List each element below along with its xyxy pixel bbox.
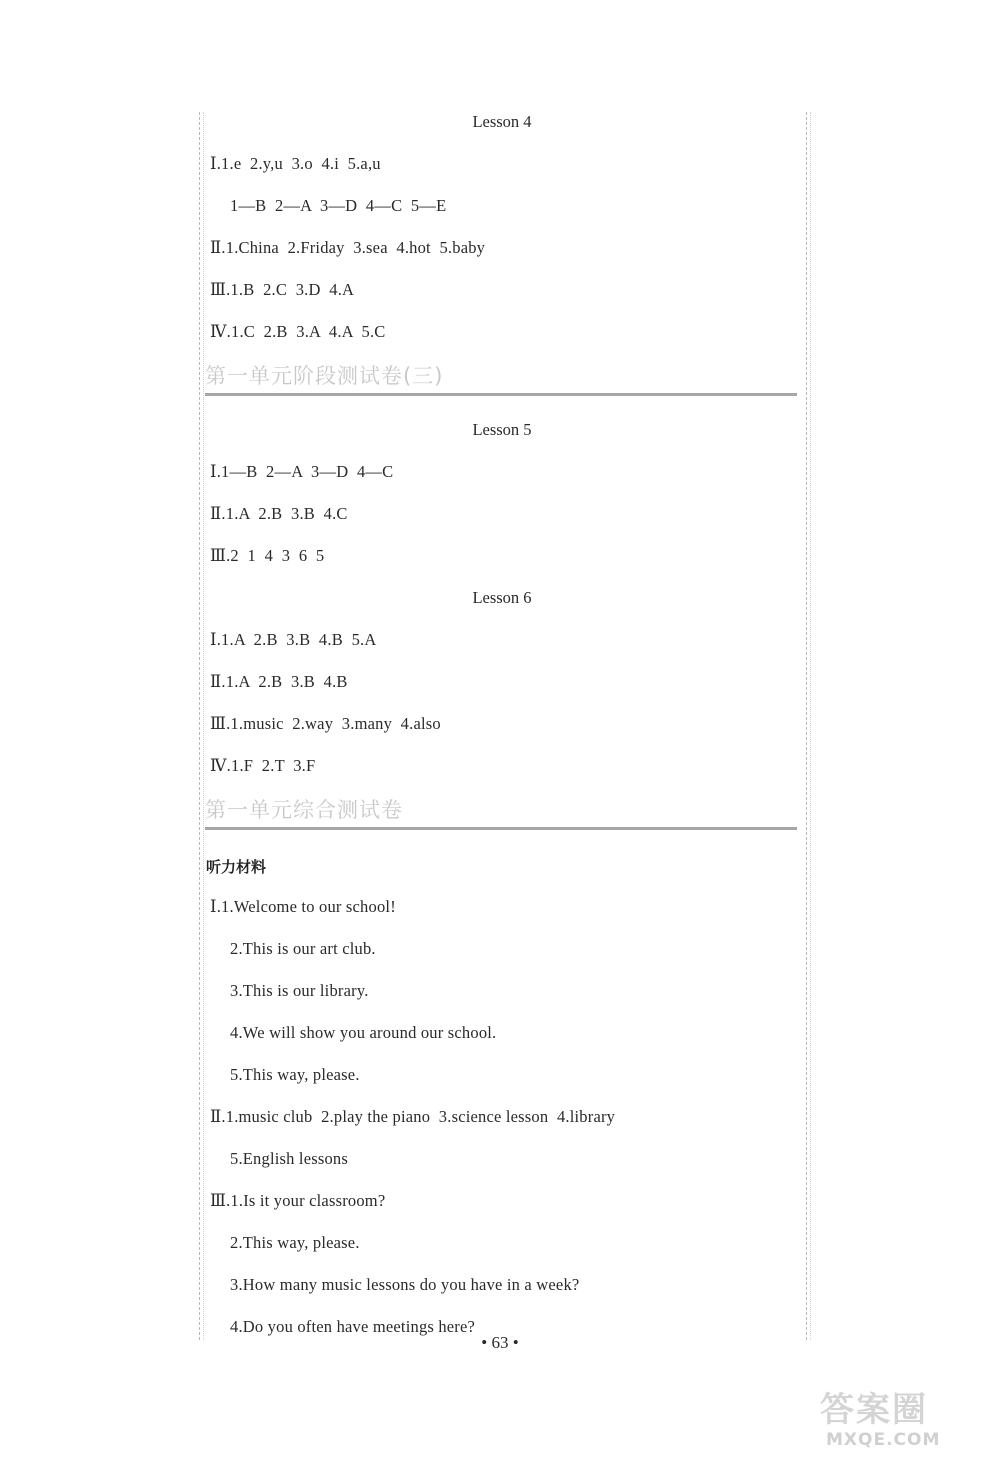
lesson4-line-5: Ⅳ.1.C 2.B 3.A 4.A 5.C	[210, 322, 386, 341]
listening-line-1: Ⅰ.1.Welcome to our school!	[210, 897, 396, 916]
lesson4-line-1: Ⅰ.1.e 2.y,u 3.o 4.i 5.a,u	[210, 154, 381, 173]
listening-line-8: Ⅲ.1.Is it your classroom?	[210, 1191, 386, 1210]
section-header-unit-test	[205, 792, 797, 830]
section-title: 第一单元综合测试卷	[205, 798, 403, 822]
listening-line-2: 2.This is our art club.	[230, 939, 376, 958]
lesson6-line-3: Ⅲ.1.music 2.way 3.many 4.also	[210, 714, 441, 733]
listening-line-3: 3.This is our library.	[230, 981, 369, 1000]
lesson6-line-1: Ⅰ.1.A 2.B 3.B 4.B 5.A	[210, 630, 377, 649]
lesson5-title: Lesson 5	[472, 420, 532, 439]
watermark-url: MXQE.COM	[826, 1430, 941, 1450]
listening-line-5: 5.This way, please.	[230, 1065, 360, 1084]
section-rule	[205, 827, 797, 830]
listening-line-7: 5.English lessons	[230, 1149, 348, 1168]
listening-line-10: 3.How many music lessons do you have in a week?	[230, 1275, 580, 1294]
listening-line-9: 2.This way, please.	[230, 1233, 360, 1252]
lesson6-title: Lesson 6	[472, 588, 532, 607]
section-rule	[205, 393, 797, 396]
watermark-logo: 答案圈	[820, 1390, 928, 1430]
lesson4-line-4: Ⅲ.1.B 2.C 3.D 4.A	[210, 280, 355, 299]
right-margin-line-inner	[810, 112, 811, 1340]
listening-line-4: 4.We will show you around our school.	[230, 1023, 497, 1042]
listening-line-6: Ⅱ.1.music club 2.play the piano 3.science lesson 4.library	[210, 1107, 616, 1126]
listening-heading: 听力材料	[206, 858, 267, 876]
listening-line-11: 4.Do you often have meetings here?	[230, 1317, 476, 1336]
lesson4-title: Lesson 4	[472, 112, 532, 131]
lesson5-line-1: Ⅰ.1—B 2—A 3—D 4—C	[210, 462, 394, 481]
lesson4-line-2: 1—B 2—A 3—D 4—C 5—E	[230, 196, 447, 215]
lesson6-line-4: Ⅳ.1.F 2.T 3.F	[210, 756, 316, 775]
lesson5-line-3: Ⅲ.2 1 4 3 6 5	[210, 546, 325, 565]
lesson5-line-2: Ⅱ.1.A 2.B 3.B 4.C	[210, 504, 348, 523]
right-margin-line	[806, 112, 807, 1340]
section-title: 第一单元阶段测试卷(三)	[205, 364, 444, 388]
left-margin-line-inner	[203, 112, 204, 1340]
page-number: • 63 •	[481, 1333, 519, 1352]
lesson6-line-2: Ⅱ.1.A 2.B 3.B 4.B	[210, 672, 348, 691]
section-header-stage-test-3	[205, 358, 797, 396]
lesson4-line-3: Ⅱ.1.China 2.Friday 3.sea 4.hot 5.baby	[210, 238, 486, 257]
left-margin-line	[199, 112, 200, 1340]
